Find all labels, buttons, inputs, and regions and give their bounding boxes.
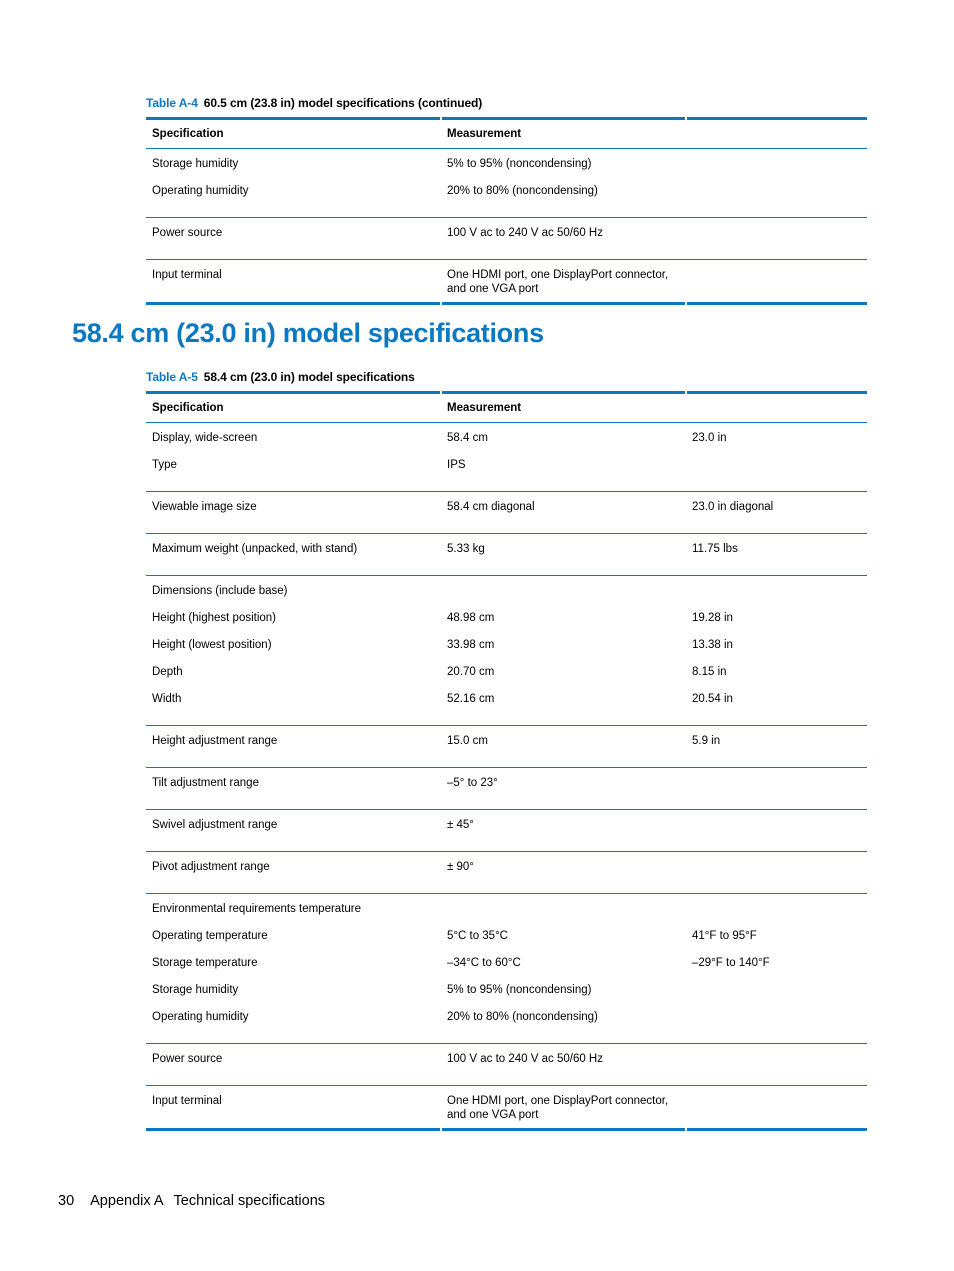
cell-specification: Display, wide-screen (152, 432, 258, 444)
cell-specification: Depth (152, 666, 183, 678)
cell-measurement-imperial (686, 768, 867, 810)
cell-specification: Storage humidity (152, 984, 239, 996)
cell-specification: Height (highest position) (152, 612, 277, 624)
footer-chapter-title: Technical specifications (173, 1193, 326, 1209)
table-row (146, 638, 867, 665)
cell-measurement-imperial (686, 1086, 867, 1130)
table-row (146, 534, 867, 576)
cell-measurement-metric: 52.16 cm (447, 693, 495, 705)
cell-specification: Power source (152, 1053, 223, 1065)
page-footer (58, 1193, 341, 1209)
cell-measurement-imperial: 13.38 in (692, 639, 733, 651)
cell-specification: Type (152, 459, 177, 471)
table-row (146, 1044, 867, 1086)
cell-specification: Input terminal (152, 1095, 222, 1107)
rule-gap (685, 1128, 687, 1131)
table-row (146, 956, 867, 983)
table-a5-caption-title: 58.4 cm (23.0 in) model specifications (203, 370, 415, 384)
table-row (146, 692, 867, 726)
table-row (146, 726, 867, 768)
table-row (146, 260, 867, 304)
cell-measurement-metric: –34°C to 60°C (447, 957, 521, 969)
row-group (146, 260, 867, 304)
cell-measurement-metric (441, 576, 686, 612)
cell-measurement-metric: 15.0 cm (447, 735, 488, 747)
table-a5-caption-number: Table A-5 (146, 370, 198, 384)
cell-specification: Viewable image size (152, 501, 257, 513)
cell-measurement-imperial: 19.28 in (692, 612, 733, 624)
row-group (146, 149, 867, 218)
cell-specification: Pivot adjustment range (152, 861, 270, 873)
table-row (146, 929, 867, 956)
cell-measurement-imperial (686, 576, 867, 612)
table-row (146, 1010, 867, 1044)
cell-measurement-metric: ± 90° (447, 861, 474, 873)
table-row (146, 458, 867, 492)
row-group (146, 576, 867, 726)
cell-specification: Operating humidity (152, 1011, 249, 1023)
table-row (146, 810, 867, 852)
table-a4 (146, 117, 867, 305)
cell-measurement-metric: ± 45° (447, 819, 474, 831)
row-group (146, 852, 867, 894)
table-row (146, 983, 867, 1010)
table-row (146, 611, 867, 638)
cell-measurement-imperial: –29°F to 140°F (692, 957, 770, 969)
cell-specification: Storage temperature (152, 957, 258, 969)
cell-measurement-imperial: 20.54 in (692, 693, 733, 705)
table-a5 (146, 391, 867, 1131)
table-row (146, 768, 867, 810)
cell-measurement-metric: 100 V ac to 240 V ac 50/60 Hz (447, 227, 603, 239)
table-row (146, 423, 867, 459)
cell-measurement-metric: 33.98 cm (447, 639, 495, 651)
header-specification: Specification (152, 128, 224, 140)
cell-measurement-metric: One HDMI port, one DisplayPort connector, and one VGA port (447, 269, 669, 295)
cell-measurement-imperial (686, 149, 867, 185)
cell-measurement-imperial: 8.15 in (692, 666, 727, 678)
cell-measurement-metric: 5% to 95% (noncondensing) (447, 158, 592, 170)
header-measurement: Measurement (447, 128, 522, 140)
cell-measurement-imperial: 5.9 in (692, 735, 721, 747)
table-row (146, 852, 867, 894)
row-group (146, 726, 867, 768)
table-a4-caption-number: Table A-4 (146, 96, 198, 110)
row-group (146, 1044, 867, 1086)
rule-gap (440, 117, 442, 120)
rule-gap (685, 391, 687, 394)
cell-measurement-imperial (686, 458, 867, 492)
header-measurement-alt (686, 393, 867, 423)
table-row (146, 576, 867, 612)
cell-measurement-imperial (686, 260, 867, 304)
row-group (146, 218, 867, 260)
row-group (146, 768, 867, 810)
cell-measurement-metric: 58.4 cm (447, 432, 488, 444)
row-group (146, 423, 867, 492)
header-measurement: Measurement (447, 402, 522, 414)
table-row (146, 492, 867, 534)
cell-measurement-imperial: 41°F to 95°F (692, 930, 757, 942)
cell-measurement-metric: 20% to 80% (noncondensing) (447, 185, 598, 197)
rule-gap (685, 117, 687, 120)
cell-specification: Height adjustment range (152, 735, 278, 747)
cell-specification: Environmental requirements temperature (152, 903, 362, 915)
cell-measurement-imperial (686, 852, 867, 894)
cell-measurement-imperial (686, 218, 867, 260)
cell-measurement-imperial (686, 810, 867, 852)
page-number: 30 (58, 1193, 75, 1209)
cell-specification: Swivel adjustment range (152, 819, 278, 831)
cell-measurement-metric: One HDMI port, one DisplayPort connector, and one VGA port (447, 1095, 669, 1121)
cell-measurement-metric (441, 894, 686, 930)
cell-measurement-metric: 58.4 cm diagonal (447, 501, 535, 513)
cell-specification: Power source (152, 227, 223, 239)
cell-measurement-metric: 100 V ac to 240 V ac 50/60 Hz (447, 1053, 603, 1065)
table-a5-header (146, 393, 867, 423)
table-a5-caption (146, 370, 415, 384)
cell-measurement-imperial: 11.75 lbs (692, 543, 738, 555)
table-a4-header (146, 119, 867, 149)
table-row (146, 1086, 867, 1130)
table-row (146, 894, 867, 930)
cell-measurement-imperial (686, 1044, 867, 1086)
row-group (146, 534, 867, 576)
rule-gap (440, 1128, 442, 1131)
table-a4-caption (146, 96, 482, 110)
cell-measurement-imperial: 23.0 in diagonal (692, 501, 774, 513)
cell-specification: Operating temperature (152, 930, 268, 942)
cell-measurement-metric: 20.70 cm (447, 666, 495, 678)
header-measurement-alt (686, 119, 867, 149)
row-group (146, 492, 867, 534)
cell-measurement-metric: –5° to 23° (447, 777, 498, 789)
cell-specification: Dimensions (include base) (152, 585, 288, 597)
cell-measurement-imperial (686, 1010, 867, 1044)
cell-specification: Maximum weight (unpacked, with stand) (152, 543, 358, 555)
cell-measurement-imperial (686, 184, 867, 218)
cell-measurement-metric: 5.33 kg (447, 543, 485, 555)
cell-measurement-metric: 20% to 80% (noncondensing) (447, 1011, 598, 1023)
table-row (146, 665, 867, 692)
cell-measurement-metric: 5% to 95% (noncondensing) (447, 984, 592, 996)
row-group (146, 810, 867, 852)
rule-gap (685, 302, 687, 305)
footer-chapter: Appendix A (90, 1193, 164, 1209)
cell-measurement-metric: 5°C to 35°C (447, 930, 508, 942)
cell-specification: Width (152, 693, 182, 705)
header-specification: Specification (152, 402, 224, 414)
cell-measurement-imperial (686, 894, 867, 930)
cell-specification: Input terminal (152, 269, 222, 281)
table-row (146, 184, 867, 218)
cell-measurement-imperial (686, 983, 867, 1010)
cell-specification: Operating humidity (152, 185, 249, 197)
section-title: 58.4 cm (23.0 in) model specifications (72, 318, 544, 348)
cell-specification: Tilt adjustment range (152, 777, 259, 789)
rule-gap (440, 391, 442, 394)
cell-measurement-imperial: 23.0 in (692, 432, 727, 444)
table-a4-caption-title: 60.5 cm (23.8 in) model specifications (continued) (203, 96, 483, 110)
table-row (146, 218, 867, 260)
cell-measurement-metric: 48.98 cm (447, 612, 495, 624)
table-row (146, 149, 867, 185)
cell-specification: Height (lowest position) (152, 639, 272, 651)
row-group (146, 1086, 867, 1130)
cell-measurement-metric: IPS (447, 459, 466, 471)
cell-specification: Storage humidity (152, 158, 239, 170)
row-group (146, 894, 867, 1044)
rule-gap (440, 302, 442, 305)
